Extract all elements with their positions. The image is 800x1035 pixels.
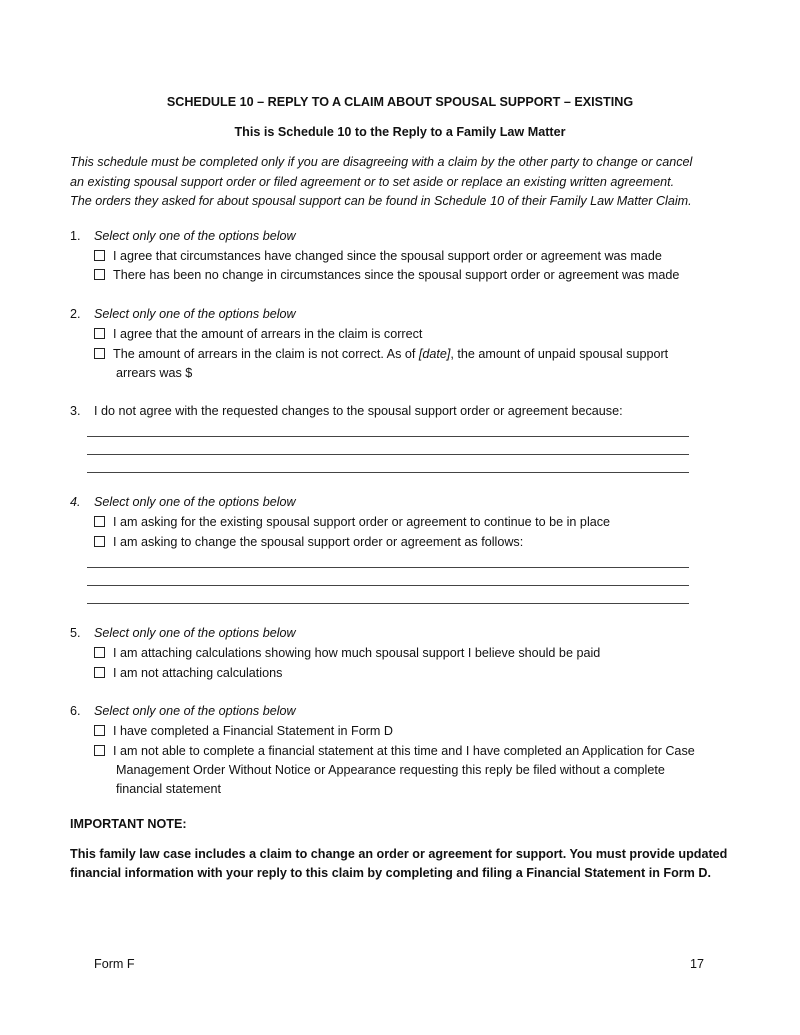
intro-line: This schedule must be completed only if you are disagreeing with a claim by the other party to change or cancel: [70, 155, 693, 169]
checkbox[interactable]: [94, 250, 105, 261]
answer-line[interactable]: [87, 436, 689, 437]
checkbox[interactable]: [94, 516, 105, 527]
section-1-number: 1.: [70, 229, 81, 243]
important-note-line: financial information with your reply to this claim by completing and filing a Financial Statement in Form D.: [70, 866, 711, 880]
checkbox[interactable]: [94, 725, 105, 736]
footer-form-name: Form F: [94, 957, 135, 971]
section-6-option-2-cont: Management Order Without Notice or Appearance requesting this reply be filed without a complete: [116, 763, 665, 777]
section-4-heading: Select only one of the options below: [94, 495, 296, 509]
intro-paragraph: [70, 153, 740, 212]
section-5-option-2[interactable]: I am not attaching calculations: [94, 664, 282, 684]
page-title: SCHEDULE 10 – REPLY TO A CLAIM ABOUT SPOUSAL SUPPORT – EXISTING: [166, 95, 634, 109]
section-6-number: 6.: [70, 704, 81, 718]
checkbox[interactable]: [94, 745, 105, 756]
important-note-line: This family law case includes a claim to change an order or agreement for support. You must provide updated: [70, 847, 728, 861]
section-6-option-1[interactable]: I have completed a Financial Statement in Form D: [94, 722, 393, 742]
checkbox[interactable]: [94, 328, 105, 339]
checkbox[interactable]: [94, 348, 105, 359]
section-6-option-2[interactable]: I am not able to complete a financial statement at this time and I have completed an Application for Case: [94, 742, 695, 762]
intro-line: an existing spousal support order or filed agreement or to set aside or replace an existing written agreement.: [70, 174, 675, 189]
section-1-heading: Select only one of the options below: [94, 229, 296, 243]
section-2-heading: Select only one of the options below: [94, 307, 296, 321]
answer-line[interactable]: [87, 585, 689, 586]
section-2-option-2-cont: arrears was $: [116, 366, 193, 380]
section-2-number: 2.: [70, 307, 81, 321]
section-5-heading: Select only one of the options below: [94, 626, 296, 640]
section-1-option-2[interactable]: There has been no change in circumstances since the spousal support order or agreement was made: [94, 266, 679, 286]
checkbox[interactable]: [94, 269, 105, 280]
section-3-number: 3.: [70, 404, 81, 418]
section-4-option-2[interactable]: I am asking to change the spousal support order or agreement as follows:: [94, 533, 523, 553]
section-5-option-1[interactable]: I am attaching calculations showing how much spousal support I believe should be paid: [94, 644, 600, 664]
checkbox[interactable]: [94, 647, 105, 658]
page-subtitle: This is Schedule 10 to the Reply to a Family Law Matter: [234, 125, 566, 139]
section-1-option-1[interactable]: I agree that circumstances have changed since the spousal support order or agreement was made: [94, 247, 662, 267]
section-4-number: 4.: [70, 495, 81, 509]
answer-line[interactable]: [87, 567, 689, 568]
section-2-option-2[interactable]: The amount of arrears in the claim is not correct. As of [date], the amount of unpaid spousal support: [94, 345, 668, 365]
answer-line[interactable]: [87, 603, 689, 604]
checkbox[interactable]: [94, 536, 105, 547]
section-2-option-1[interactable]: I agree that the amount of arrears in the claim is correct: [94, 325, 422, 345]
date-placeholder: [date]: [418, 347, 451, 361]
section-4-option-1[interactable]: I am asking for the existing spousal support order or agreement to continue to be in place: [94, 513, 610, 533]
intro-line: The orders they asked for about spousal support can be found in Schedule 10 of their Family Law Matter Claim.: [70, 194, 692, 208]
section-5-number: 5.: [70, 626, 81, 640]
page-number: 17: [690, 957, 705, 971]
important-note-heading: IMPORTANT NOTE:: [70, 817, 187, 831]
section-6-option-2-cont: financial statement: [116, 782, 222, 796]
section-3-text: I do not agree with the requested changes to the spousal support order or agreement because:: [94, 404, 623, 418]
checkbox[interactable]: [94, 667, 105, 678]
section-6-heading: Select only one of the options below: [94, 704, 296, 718]
answer-line[interactable]: [87, 472, 689, 473]
answer-line[interactable]: [87, 454, 689, 455]
